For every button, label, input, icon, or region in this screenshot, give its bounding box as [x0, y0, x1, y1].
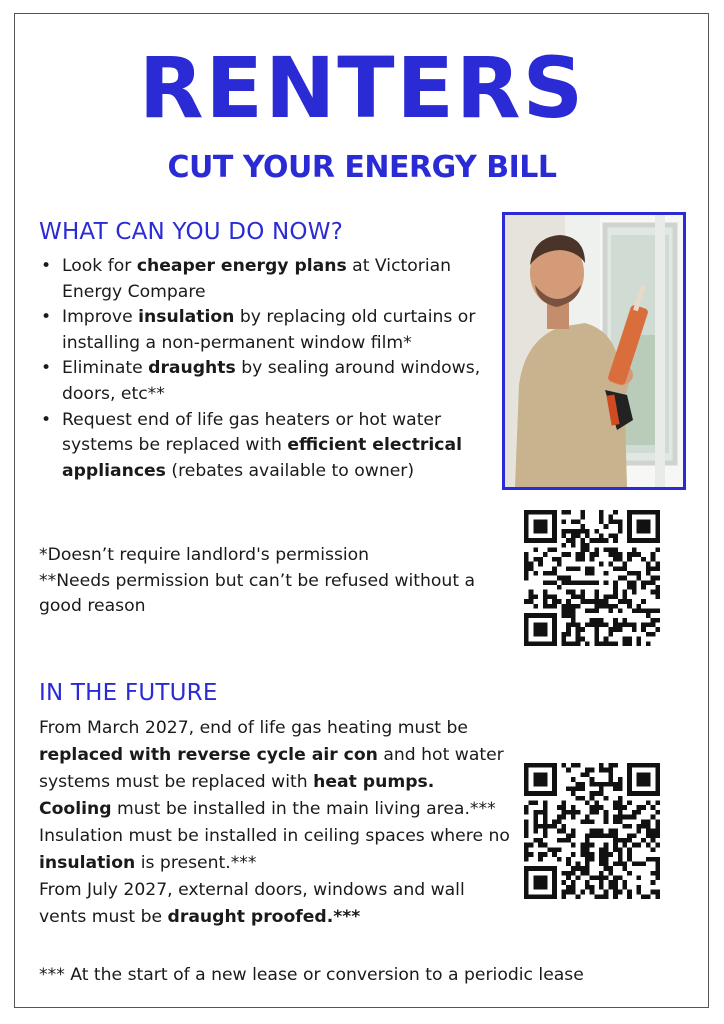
bullet-bold-text: efficient electrical appliances [62, 435, 462, 481]
bullet-text: (rebates available to owner) [165, 460, 415, 481]
page-title: RENTERS [138, 39, 586, 137]
section-heading-future: IN THE FUTURE [39, 680, 218, 706]
bullet-text: at Victorian Energy Compare [62, 256, 452, 302]
page-subtitle: CUT YOUR ENERGY BILL [167, 150, 557, 185]
text: Insulation must be installed in ceiling spaces where no [39, 826, 510, 846]
requirement-cooling [39, 796, 514, 823]
bold-text: replaced with reverse cycle air con [39, 745, 378, 765]
bullet-icon: • [41, 307, 52, 328]
bold-text: insulation [39, 853, 136, 873]
qr-code[interactable] [524, 510, 660, 646]
bullet-icon: • [41, 409, 52, 430]
list-item [39, 356, 489, 407]
requirement-draught-proofing [39, 877, 514, 931]
permission-notes [39, 543, 499, 620]
bullet-text: Eliminate [62, 358, 149, 379]
note-no-permission: *Doesn’t require landlord's permission [39, 545, 370, 565]
footnote: *** At the start of a new lease or conversion to a periodic lease [39, 965, 584, 985]
bullet-text: by replacing old curtains or installing a non-permanent window film* [62, 307, 476, 353]
list-item [39, 254, 489, 305]
tips-list [39, 254, 489, 484]
bullet-bold-text: draughts [148, 358, 236, 379]
photo-illustration [505, 215, 683, 487]
text: From July 2027, external doors, windows and wall vents must be [39, 880, 465, 927]
note-needs-permission: **Needs permission but can’t be refused without a good reason [39, 570, 476, 617]
text: and hot water systems must be replaced with [39, 745, 504, 792]
bullet-bold-text: cheaper energy plans [136, 256, 347, 276]
text: must be installed in the main living area.*** [111, 799, 496, 819]
bullet-text: Improve [62, 307, 139, 328]
list-item [39, 408, 489, 485]
bold-text: Cooling [39, 799, 112, 819]
bullet-text: Look for [62, 256, 137, 276]
list-item [39, 305, 489, 356]
future-requirements [39, 715, 514, 931]
bold-text: draught proofed.*** [167, 907, 361, 927]
bold-text: heat pumps. [313, 772, 435, 792]
bullet-bold-text: insulation [138, 307, 235, 328]
bullet-icon: • [41, 358, 52, 379]
bullet-text: by sealing around windows, doors, etc** [62, 358, 481, 404]
bullet-text: Request end of life gas heaters or hot water systems be replaced with [62, 409, 442, 456]
section-heading-now: WHAT CAN YOU DO NOW? [39, 219, 344, 245]
text: is present.*** [135, 853, 257, 873]
photo-man-sealing-window [502, 212, 686, 490]
requirement-heating [39, 715, 514, 796]
bullet-icon: • [41, 256, 52, 276]
requirement-insulation [39, 823, 514, 877]
qr-code[interactable] [524, 763, 660, 899]
text: From March 2027, end of life gas heating must be [39, 718, 468, 738]
